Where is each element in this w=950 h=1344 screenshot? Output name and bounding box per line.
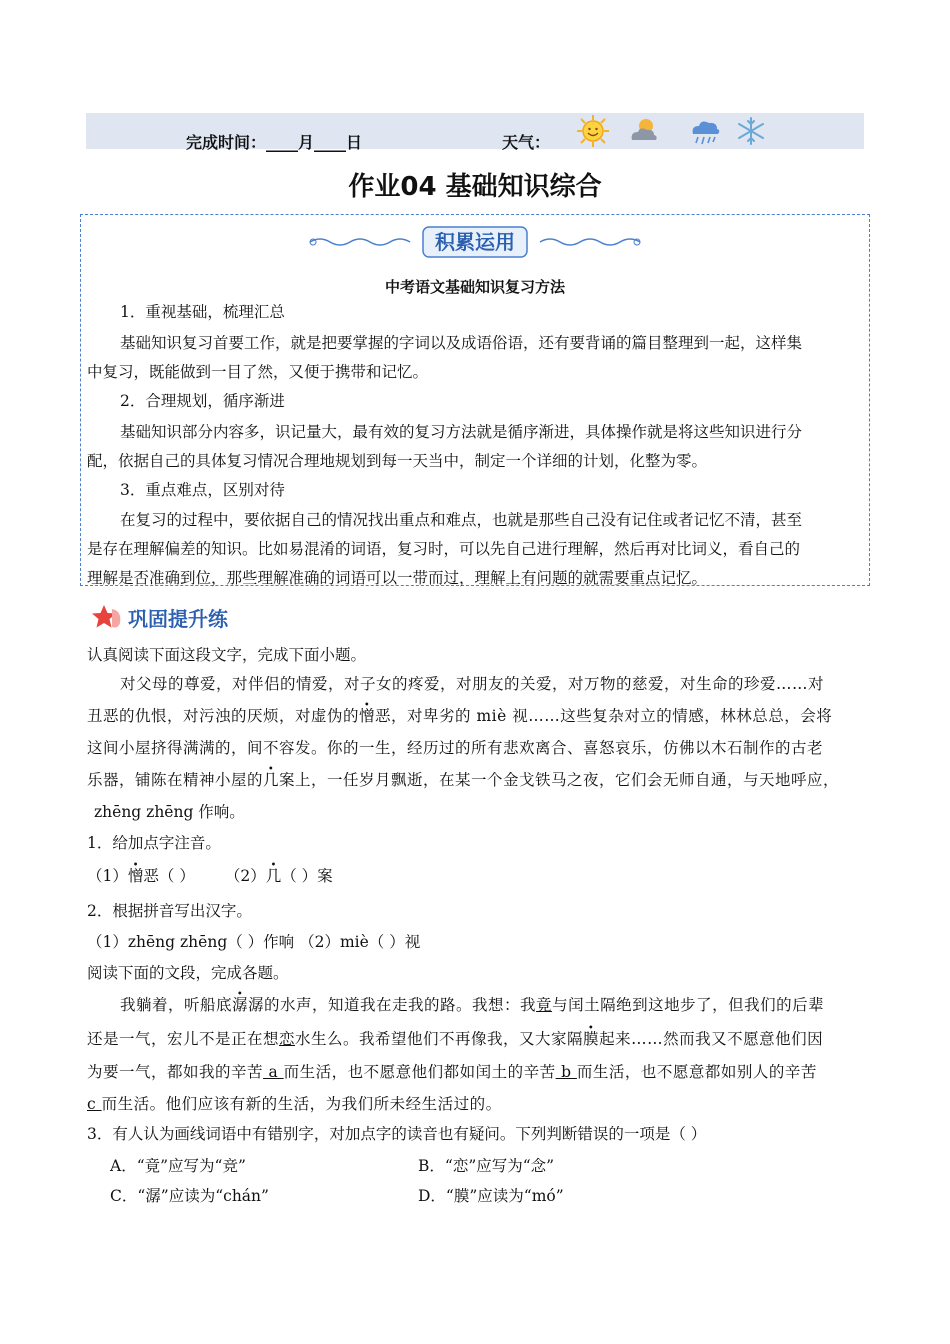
accumulate-line: 中复习，既能做到一目了然，又便于携带和记忆。: [87, 363, 429, 381]
accumulate-line: 在复习的过程中，要依据自己的情况找出重点和难点，也就是那些自己没有记住或者记忆不清，甚至: [120, 511, 803, 529]
accumulate-line: 基础知识部分内容多，识记量大，最有效的复习方法就是循序渐进，具体操作就是将这些知识进行分: [120, 423, 803, 441]
passage1-line: zhēng zhēng 作响。: [94, 803, 245, 821]
question-1: 1．给加点字注音。: [87, 834, 221, 852]
accumulate-badge: 积累运用: [435, 230, 515, 254]
option-d[interactable]: D．“膜”应读为“mó”: [418, 1187, 564, 1205]
passage1-line: 这间小屋挤得满满的，间不容发。你的一生，经历过的所有悲欢离合、喜怒哀乐，仿佛以木石制作的古老: [87, 739, 824, 757]
weather-label: 天气：: [502, 133, 551, 152]
question-2: 2．根据拼音写出汉字。: [87, 902, 252, 920]
dotted-char: 憎: [359, 707, 376, 725]
accumulate-line: 2．合理规划，循序渐进: [120, 392, 285, 410]
question-1-items: （1）憎恶（ ） （2）几（ ）案: [87, 867, 333, 885]
accumulate-line: 1．重视基础，梳理汇总: [120, 303, 285, 321]
passage1-line: 丑恶的仇恨，对污浊的厌烦，对虚伪的憎恶，对卑劣的 miè 视……这些复杂对立的情感，林林总总，会将: [87, 707, 833, 725]
accumulate-line: 3．重点难点，区别对待: [120, 481, 285, 499]
option-a[interactable]: A．“竟”应写为“竞”: [110, 1157, 246, 1175]
question-2-items: （1）zhēng zhēng（ ）作响 （2）miè（ ）视: [87, 933, 421, 951]
passage1-line: 对父母的尊爱，对伴侣的情爱，对子女的疼爱，对朋友的关爱，对万物的慈爱，对生命的珍爱……对: [120, 675, 825, 693]
accumulate-line: 理解是否准确到位，那些理解准确的词语可以一带而过，理解上有问题的就需要重点记忆。: [87, 569, 708, 587]
sun-icon: [576, 114, 610, 148]
question-3: 3．有人认为画线词语中有错别字，对加点字的读音也有疑问。下列判断错误的一项是（ ）: [87, 1125, 707, 1143]
option-b[interactable]: B．“恋”应写为“念”: [418, 1157, 555, 1175]
star-icon: [90, 603, 126, 631]
page-title: 作业04 基础知识综合: [348, 172, 602, 202]
partly-cloudy-icon: [626, 114, 660, 148]
accumulate-line: 基础知识复习首要工作，就是把要掌握的字词以及成语俗语，还有要背诵的篇目整理到一起，这样集: [120, 334, 803, 352]
rain-icon: [688, 114, 722, 148]
completion-time-label: 完成时间：____月____日: [186, 133, 363, 152]
practice-intro-2: 阅读下面的文段，完成各题。: [87, 964, 289, 982]
practice-intro: 认真阅读下面这段文字，完成下面小题。: [87, 646, 367, 664]
passage2-line: 我躺着，听船底潺潺的水声，知道我在走我的路。我想：我竟与闰土隔绝到这地步了，但我们的后辈: [120, 996, 825, 1014]
practice-badge: 巩固提升练: [128, 607, 228, 631]
passage2-line: c 而生活。他们应该有新的生活，为我们所未经生活过的。: [87, 1095, 502, 1113]
passage2-line: 还是一气，宏儿不是正在想恋水生么。我希望他们不再像我，又大家隔膜起来……然而我又不愿意他们因: [87, 1030, 824, 1048]
dotted-char: 几: [263, 771, 280, 789]
section-heading: 中考语文基础知识复习方法: [384, 278, 565, 296]
passage1-line: 乐器，铺陈在精神小屋的几案上，一任岁月飘逝，在某一个金戈铁马之夜，它们会无师自通，与天地呼应，: [87, 771, 840, 789]
snow-icon: [734, 114, 768, 148]
accumulate-line: 配，依据自己的具体复习情况合理地规划到每一天当中，制定一个详细的计划，化整为零。: [87, 452, 708, 470]
passage2-line: 为要一气，都如我的辛苦 a 而生活，也不愿意他们都如闰土的辛苦 b 而生活，也不愿意都如别人的辛苦: [87, 1063, 817, 1081]
option-c[interactable]: C．“潺”应读为“chán”: [110, 1187, 269, 1205]
accumulate-line: 是存在理解偏差的知识。比如易混淆的词语，复习时，可以先自己进行理解，然后再对比词义，看自己的: [87, 540, 801, 558]
